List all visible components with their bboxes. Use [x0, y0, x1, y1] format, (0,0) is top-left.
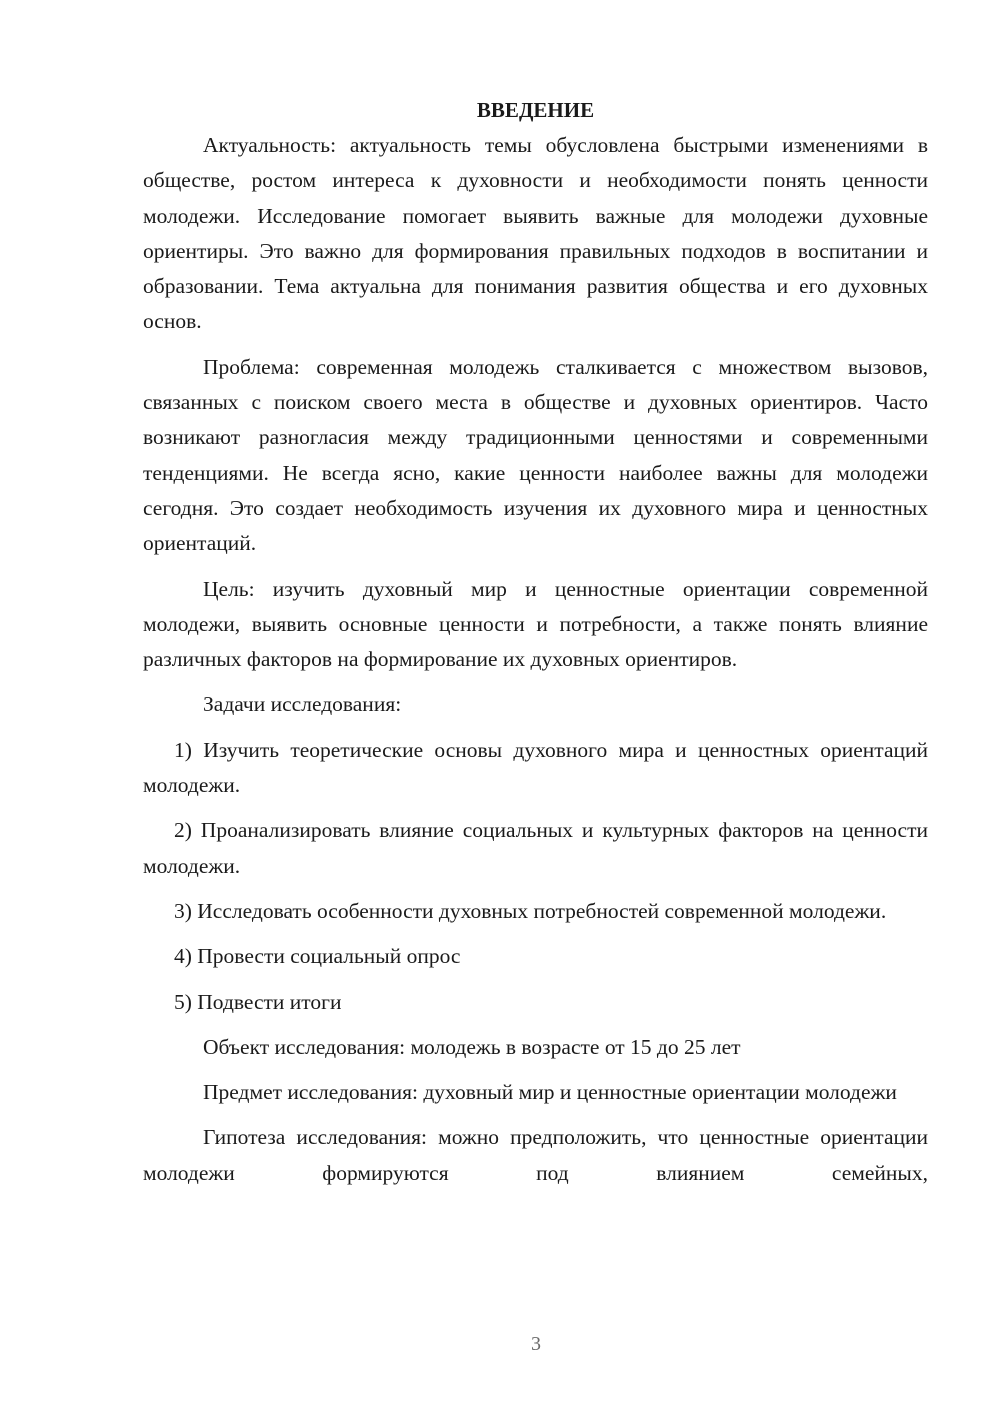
- object-paragraph: Объект исследования: молодежь в возрасте от 15 до 25 лет: [203, 1034, 741, 1059]
- task-item-1: 1) Изучить теоретические основы духовного мира и ценностных ориентаций молодежи.: [143, 737, 928, 798]
- task-item-3: 3) Исследовать особенности духовных потребностей современной молодежи.: [174, 898, 887, 923]
- hypothesis-paragraph: Гипотеза исследования: можно предположить, что ценностные ориентации молодежи формируются под влиянием семейных,: [143, 1125, 928, 1185]
- subject-paragraph: Предмет исследования: духовный мир и ценностные ориентации молодежи: [203, 1080, 897, 1105]
- page-content: [143, 93, 928, 1191]
- section-heading: ВВЕДЕНИЕ: [476, 98, 595, 122]
- tasks-title: Задачи исследования:: [203, 692, 402, 717]
- goal-paragraph: Цель: изучить духовный мир и ценностные ориентации современной молодежи, выявить основные ценности и потребности, а также понять влияние различных факторов на формирование их духовных ориентиров.: [143, 576, 928, 672]
- task-item-2: 2) Проанализировать влияние социальных и культурных факторов на ценности молодежи.: [143, 818, 928, 878]
- task-item-5: 5) Подвести итоги: [174, 989, 342, 1014]
- task-item-4: 4) Провести социальный опрос: [174, 944, 461, 969]
- page-number: 3: [531, 1333, 541, 1355]
- problem-paragraph: Проблема: современная молодежь сталкивается с множеством вызовов, связанных с поиском своего места в обществе и духовных ориентиров. Часто возникают разногласия между традиционными ценностями и современными тенденциями. Не всегда ясно, какие ценности наиболее важны для молодежи сегодня. Это создает необходимость изучения их духовного мира и ценностных ориентаций.: [143, 354, 928, 556]
- relevance-paragraph: Актуальность: актуальность темы обусловлена быстрыми изменениями в обществе, ростом интереса к духовности и необходимости понять ценности молодежи. Исследование помогает выявить важные для молодежи духовные ориентиры. Это важно для формирования правильных подходов в воспитании и образовании. Тема актуальна для понимания развития общества и его духовных основ.: [143, 133, 928, 334]
